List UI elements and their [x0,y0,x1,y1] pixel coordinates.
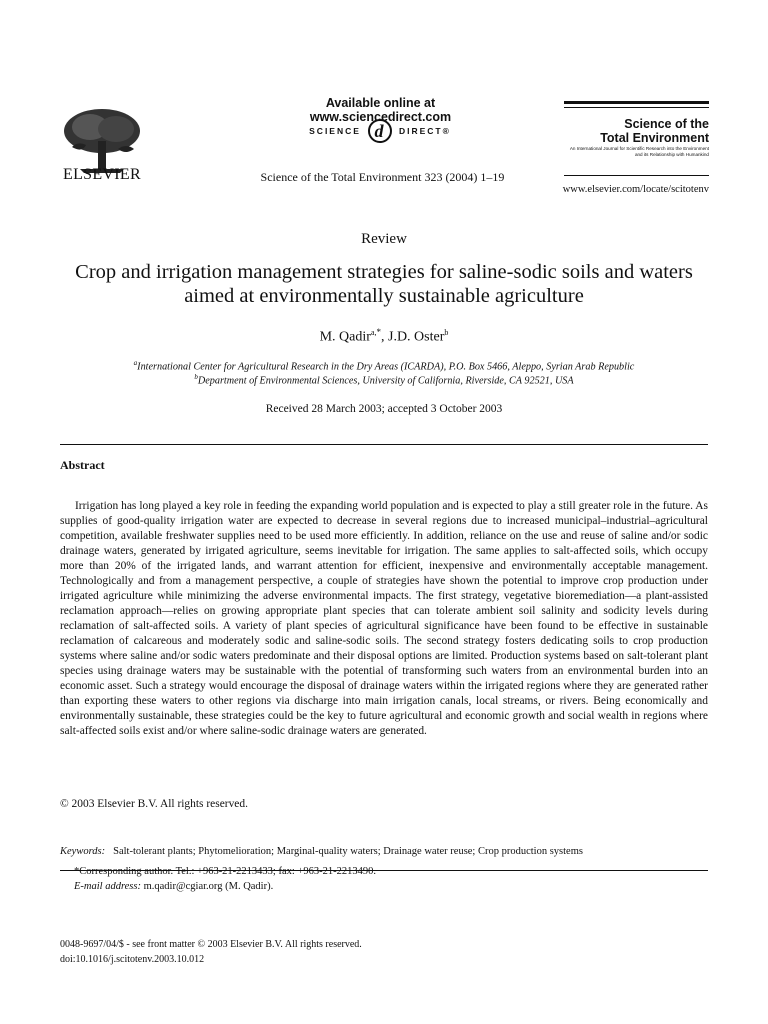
journal-logo-rule [564,101,709,104]
abstract-paragraph: Irrigation has long played a key role in feeding the expanding world population and is expected to play a still greater role in the future. As supplies of good-quality irrigation water are expected to decrease in several regions due to increased municipal–industrial–agricultural competition, available freshwater supplies need to be used more efficiently. In addition, reliance on the use and reuse of saline and/or sodic drainage waters, generated by irrigated agriculture, seems inevitable for irrigation. The same applies to salt-affected soils, which occupy more than 20% of the irrigated lands, and warrant attention for efficient, inexpensive and environmentally acceptable management. Technologically and from a management perspective, a couple of strategies have shown the potential to improve crop production under irrigated agriculture while minimizing the adverse environmental impacts. The first strategy, vegetative bioremediation—a plant-assisted reclamation approach—relies on growing appropriate plant species that can tolerate ambient soil salinity and sodicity levels during reclamation of salt-affected soils. A variety of plant species of agricultural significance have been found to be effective in sustainable reclamation of calcareous and moderately sodic and saline-sodic soils. The second strategy fosters dedicating soils to crop production systems where saline and/or sodic waters predominate and their disposal options are limited. Production systems based on salt-tolerant plant species using drainage waters may be sustainable with the potential of transforming such waters from an environmental burden into an economic asset. Such a strategy would encourage the disposal of drainage waters within the irrigated regions where they are generated rather than exporting these waters to other regions via discharge into main irrigation canals, local streams, or rivers. Being economically and environmentally sustainable, these strategies could be the key to future agricultural and economic growth and social wealth in regions where salt-affected soils exist and/or where saline-sodic drainage waters are generated. [60,500,708,737]
abstract-text [60,499,708,739]
divider [60,444,708,445]
journal-title-line1: Science of the [624,117,709,131]
front-matter-line: 0048-9697/04/$ - see front matter © 2003 Elsevier B.V. All rights reserved. [60,939,362,950]
sciencedirect-d-icon [367,118,393,144]
journal-logo-rule-thin [564,107,709,108]
author-name: M. Qadir [319,329,371,345]
journal-reference: Science of the Total Environment 323 (2004) 1–19 [260,170,505,184]
available-online-text: Available online at www.sciencedirect.com [309,96,452,124]
sd-right-text: DIRECT® [398,126,451,136]
affil-marker: a [133,359,138,367]
article-type: Review [361,231,407,247]
affiliation-b [60,373,708,386]
keywords-text: Salt-tolerant plants; Phytomelioration; Marginal-quality waters; Drainage water reuse; Crop production systems [113,846,583,857]
abstract-heading: Abstract [60,458,105,472]
journal-logo-subtitle: An International Journal for Scientific Research into the Environment and its Relationship with Humankind [569,146,709,157]
author-name: , J.D. Oster [381,329,445,345]
abstract-copyright: © 2003 Elsevier B.V. All rights reserved. [60,798,248,810]
corresponding-marker: * [376,327,381,337]
keywords-label: Keywords: [60,846,106,857]
email-label: E-mail address: [74,881,141,892]
author-list [0,327,768,346]
sciencedirect-logo [300,117,460,145]
author-affil-marker: a, [370,328,377,337]
journal-url-link[interactable]: www.elsevier.com/locate/scitotenv [562,184,709,195]
corresponding-author-footnote: *Corresponding author. Tel.: +963-21-2213433; fax: +963-21-2213490. [74,866,376,877]
email-link[interactable]: m.qadir@cgiar.org (M. Qadir). [143,881,274,892]
affiliation-a [60,359,708,372]
svg-text:d: d [374,121,386,141]
doi-link[interactable]: doi:10.1016/j.scitotenv.2003.10.012 [60,954,205,965]
journal-logo-rule-bottom [564,175,709,176]
keywords-line [60,846,708,857]
sd-left-text: SCIENCE [309,126,361,136]
journal-title-line2: Total Environment [600,131,709,145]
publisher-name: ELSEVIER [63,166,141,183]
affil-marker: b [194,373,198,381]
article-title: Crop and irrigation management strategies for saline-sodic soils and waters aimed at environmentally sustainable agriculture [75,261,693,307]
received-dates: Received 28 March 2003; accepted 3 October 2003 [265,403,503,415]
affiliation-text: Department of Environmental Sciences, University of California, Riverside, CA 92521, USA [197,375,574,387]
author-affil-marker: b [444,328,449,337]
email-footnote [74,881,273,892]
affiliation-text: International Center for Agricultural Research in the Dry Areas (ICARDA), P.O. Box 5466, Aleppo, Syrian Arab Republic [137,361,635,373]
journal-logo-title [564,117,709,145]
